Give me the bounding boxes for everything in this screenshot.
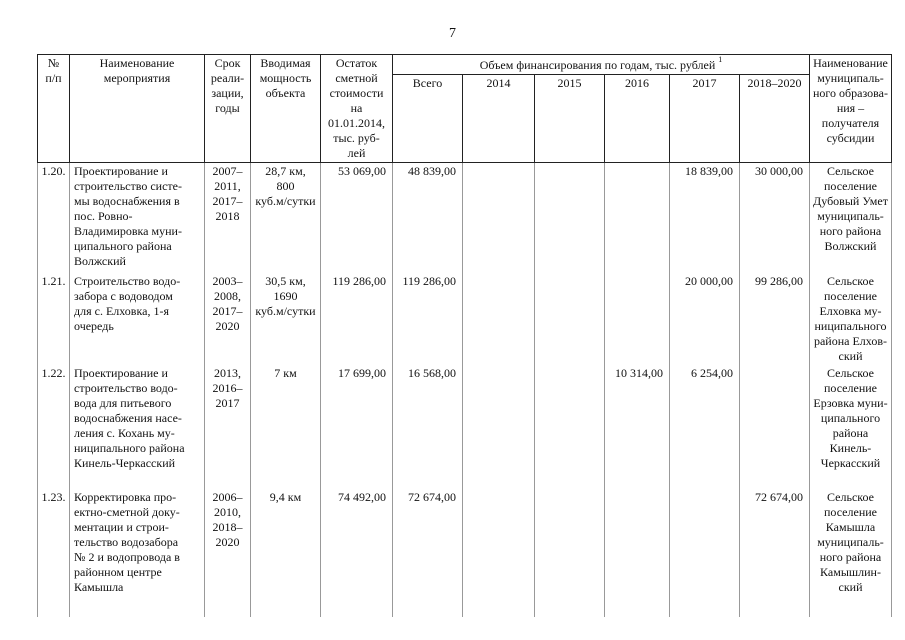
row-2017: 18 839,00 — [670, 163, 740, 274]
row-number: 1.20. — [38, 163, 70, 274]
header-number: № п/п — [38, 55, 70, 163]
row-2016 — [605, 273, 670, 365]
row-remaining-cost: 17 699,00 — [321, 365, 393, 489]
table-row — [38, 163, 892, 274]
header-capacity: Вводимая мощность объекта — [251, 55, 321, 163]
row-2016 — [605, 489, 670, 617]
row-2018-2020: 72 674,00 — [740, 489, 810, 617]
row-2016 — [605, 163, 670, 274]
row-capacity: 9,4 км — [251, 489, 321, 617]
row-2014 — [463, 273, 535, 365]
header-funding-label: Объем финансирования по годам, тыс. рублей — [479, 58, 716, 72]
page-number: 7 — [449, 26, 456, 41]
table-row — [38, 489, 892, 617]
row-2014 — [463, 163, 535, 274]
table-row — [38, 365, 892, 489]
header-remaining-cost: Остаток сметной стоимости на 01.01.2014, тыс. руб- лей — [321, 55, 393, 163]
row-number: 1.21. — [38, 273, 70, 365]
header-recipient: Наименование муниципаль- ного образова- ния – получателя субсидии — [810, 55, 892, 163]
header-funding-group — [393, 55, 810, 75]
row-2016: 10 314,00 — [605, 365, 670, 489]
row-2015 — [535, 365, 605, 489]
row-2014 — [463, 489, 535, 617]
row-remaining-cost: 53 069,00 — [321, 163, 393, 274]
row-2018-2020: 99 286,00 — [740, 273, 810, 365]
row-2018-2020 — [740, 365, 810, 489]
row-total: 72 674,00 — [393, 489, 463, 617]
row-2017: 20 000,00 — [670, 273, 740, 365]
row-recipient: Сельское поселение Ерзовка муни- ципального района Кинель- Черкасский — [810, 365, 892, 489]
row-2014 — [463, 365, 535, 489]
row-capacity: 7 км — [251, 365, 321, 489]
row-total: 48 839,00 — [393, 163, 463, 274]
header-name: Наименование мероприятия — [70, 55, 205, 163]
header-2015: 2015 — [535, 75, 605, 163]
row-term: 2006– 2010, 2018– 2020 — [205, 489, 251, 617]
row-term: 2013, 2016– 2017 — [205, 365, 251, 489]
row-recipient: Сельское поселение Дубовый Умет муниципаль- ного района Волжский — [810, 163, 892, 274]
row-term: 2007– 2011, 2017– 2018 — [205, 163, 251, 274]
row-remaining-cost: 119 286,00 — [321, 273, 393, 365]
header-total: Всего — [393, 75, 463, 163]
header-2018-2020: 2018–2020 — [740, 75, 810, 163]
row-2017 — [670, 489, 740, 617]
header-2017: 2017 — [670, 75, 740, 163]
row-recipient: Сельское поселение Камышла муниципаль- ного района Камышлин- ский — [810, 489, 892, 617]
row-capacity: 28,7 км, 800 куб.м/сутки — [251, 163, 321, 274]
table-row — [38, 273, 892, 365]
row-term: 2003– 2008, 2017– 2020 — [205, 273, 251, 365]
funding-table — [37, 54, 892, 617]
row-number: 1.23. — [38, 489, 70, 617]
row-name: Проектирование и строительство систе- мы водоснабжения в пос. Ровно- Владимировка муни- ципального района Волжский — [70, 163, 205, 274]
row-name: Корректировка про- ектно-сметной доку- ментации и строи- тельство водозабора № 2 и водопровода в районном центре Камышла — [70, 489, 205, 617]
row-capacity: 30,5 км, 1690 куб.м/сутки — [251, 273, 321, 365]
row-2018-2020: 30 000,00 — [740, 163, 810, 274]
row-recipient: Сельское поселение Елховка му- ниципального района Елхов- ский — [810, 273, 892, 365]
row-2017: 6 254,00 — [670, 365, 740, 489]
header-2016: 2016 — [605, 75, 670, 163]
row-2015 — [535, 489, 605, 617]
row-2015 — [535, 163, 605, 274]
header-2014: 2014 — [463, 75, 535, 163]
row-total: 16 568,00 — [393, 365, 463, 489]
row-number: 1.22. — [38, 365, 70, 489]
row-2015 — [535, 273, 605, 365]
row-name: Строительство водо- забора с водоводом для с. Елховка, 1-я очередь — [70, 273, 205, 365]
row-remaining-cost: 74 492,00 — [321, 489, 393, 617]
row-name: Проектирование и строительство водо- вода для питьевого водоснабжения насе- ления с. Кохань му- ниципального района Кинель-Черкасский — [70, 365, 205, 489]
header-term: Срок реали- зации, годы — [205, 55, 251, 163]
header-funding-footnote: 1 — [718, 55, 723, 64]
row-total: 119 286,00 — [393, 273, 463, 365]
